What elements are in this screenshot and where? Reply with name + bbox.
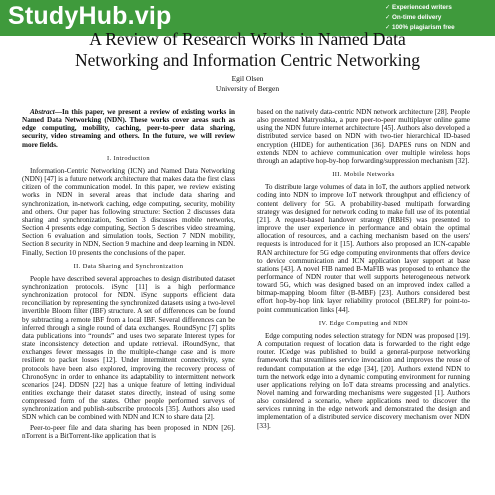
check-icon: ✓: [385, 14, 391, 21]
paragraph: People have described several approaches to design distributed dataset synchronization protocols. iSync [11] is a high performance synchronization protocol for NDN. iSync supports efficient data reconciliation by representing the synchronized datasets using a two-level invertible Bloom filter (IBF) structure. A set of differences can be found by subtracting a remote IBF from a local IBF. Several differences can be inferred through a single round of data exchanges. RoundSync [7] splits data publications into “rounds” and uses two separate Interest types for state inconsistency detection and update retrieval. iRoundSync, that exchanges fewer messages in the multiple-change case and is more resilient to packet losses [12]. Under intermittent connectivity, sync protocols have been also explored, improving the recovery process of ChronoSync in order to enhance its adaptability to intermittent network scenarios [24]. DDSN [22] has a unique feature of letting individual entities exchange their dataset states directly, instead of using some compressed form of the states. Other people performed surveys of synchronization and publish-subscribe protocols [35]. Authors also used SDN which can be combined with NDN and ICN to share data [2].: [22, 274, 235, 422]
author-affiliation: University of Bergen: [215, 83, 280, 93]
feature-item: ✓ Experienced writers: [385, 4, 452, 11]
paragraph: Edge computing nodes selection strategy for NDN was proposed [19]. A computation request of location data is forwarded to the right edge router. ICedge was published to build a general-purpose networking framework that streamlines service invocation and improves the reuse of redundant computation at the edge [34], [20]. Authors extend NDN to turn the network edge into a dynamic computing environment for running user applications relying on IoT data streams processing and analytics. Novel naming and forwarding mechanisms were suggested [1]. Authors also considered a scenario, where applications need to discover the services running in the edge network and demonstrated the design and implementation of a distributed service discovery mechanism over NDN [33].: [257, 331, 470, 430]
left-column: [22, 108, 235, 442]
author-name: Egil Olsen: [231, 74, 264, 83]
paper-title: A Review of Research Works in Named Data Networking and Information Centric Networking: [74, 29, 421, 70]
feature-item: ✓ 100% plagiarism free: [385, 24, 455, 31]
paragraph: based on the natively data-centric NDN network architecture [28]. People also presented Matryoshka, a pure peer-to-peer multiplayer online game using the NDN future internet architecture [45]. Authors also developed a distributed service based on NDN with two-tier hierarchical ID-based encryption (HIDE) for authentication [36]. DAPES runs on NDN and extends NDN to achieve communication over multiple wireless hops through an adaptive hop-by-hop forwarding/suppression mechanism [32].: [257, 108, 470, 165]
section-heading: III. Mobile Networks: [332, 171, 395, 179]
abstract: Abstract—In this paper, we present a review of existing works in Named Data Networking (NDN). These works cover areas such as edge computing, mobility, caching, peer-to-peer data sharing, security, video streaming and others. In the future, we will review more fields.: [22, 108, 235, 149]
author-block: [20, 74, 475, 93]
paragraph: Peer-to-peer file and data sharing has been proposed in NDN [26]. nTorrent is a BitTorrent-like application that is: [22, 423, 235, 440]
section-heading: IV. Edge Computing and NDN: [318, 319, 409, 327]
section-heading: II. Data Sharing and Synchronization: [73, 262, 184, 270]
paragraph: Information-Centric Networking (ICN) and Named Data Networking (NDN) [47] is a future network architecture that makes data the first class citizen of the communication model. In this paper, we review existing works in NDN in several areas that include data sharing and synchronization, in-network caching, edge computing, security, mobility and others. Our paper has following structure: Section 2 discusses data sharing and synchronization, Section 3 discusses mobile networks, Section 4 presents edge computing, Section 5 describes video streaming, Section 6 evaluation and simulation tools, Section 7 NDN mobility, Section 8 security in NDN, Section 9 machine and deep learning in NDN. Finally, Section 10 presents the conclusions of the paper.: [22, 166, 235, 257]
check-icon: ✓: [385, 4, 391, 11]
brand-logo: StudyHub.vip: [8, 2, 172, 30]
right-column: [257, 108, 470, 432]
section-heading: I. Introduction: [107, 154, 150, 162]
paragraph: To distribute large volumes of data in IoT, the authors applied network coding into NDN to improve IoT network throughput and efficiency of content delivery for 5G. A probability-based multipath forwarding strategy was designed for network coding to make full use of its potential [21]. A request-based handover strategy (RBHS) was presented to improve the user experience in performance and obtain the optimal allocation of resources, and a caching mechanism based on the users' requests is introduced for it [15]. Authors also proposed an ICN-capable RAN architecture for 5G edge computing environments that offers device to device communication and ICN application layer support at base stations [43]. A novel FIB named B-MaFIB was proposed to enhance the performance of NDN router that well supports heterogeneous network toward 5G, which was designed based on an improved index called a bitmap-mapping bloom filter (B-MBF) [23]. Authors considered best effort hop-by-hop link layer reliability protocol (BELRP) for point-to-point communication links [44].: [257, 183, 470, 314]
check-icon: ✓: [385, 24, 391, 31]
feature-item: ✓ On-time delivery: [385, 14, 442, 21]
